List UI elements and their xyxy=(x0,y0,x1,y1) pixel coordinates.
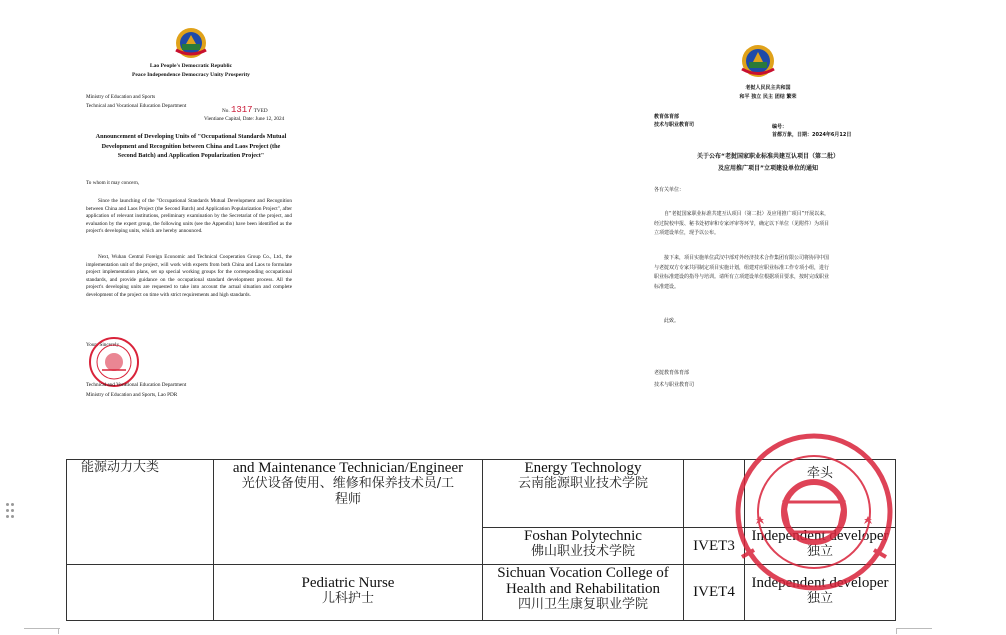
signature-ministry: 老挝教育体育部 xyxy=(654,370,690,376)
institution-en-line2: Health and Rehabilitation xyxy=(505,581,661,597)
role-zh: 牵头 xyxy=(806,466,833,481)
header-line-1: Lao People's Democratic Republic xyxy=(149,63,233,69)
institution-zh: 四川卫生康复职业学院 xyxy=(517,597,648,612)
title-line-1: 关于公布“老挝国家职业标准共建互认项目（第二批） xyxy=(697,153,839,160)
paragraph-2: Next, Wuhan Central Foreign Economic and Technical Cooperation Group Co., Ltd., the implementation unit of the project, will work with experts from both China and Laos to formulate project implementation plans, set up special working groups for the corresponding occupational standards, and provide guidance on the occupational standard development process. All the project's developing units are requested to take into account the actual situation and complete development of the project on time with strict requirements and high standards. xyxy=(86,254,292,298)
announcement-title: Announcement of Developing Units of "Occupational Standards Mutual Development and Recognition between China and Laos Project (the Second Batch) and Application Popularization Project" xyxy=(95,133,287,160)
occupation-en: Pediatric Nurse xyxy=(301,575,395,591)
institution-en-line1: Sichuan Vocation College of xyxy=(497,565,669,581)
paragraph-1: 自“老挝国家职业标准共建互认项目（第二批）及应用推广项目”开展以来，经过院校申报、秘书处初审和专家评审等环节，确定以下单位（见附件）为项目立项建设单位，现予以公布。 xyxy=(654,211,830,236)
header-line-2: Peace Independence Democracy Unity Prosperity xyxy=(132,72,250,78)
lao-national-emblem-icon xyxy=(166,26,216,60)
crop-corner-tick-left xyxy=(58,628,60,634)
occupation-zh-line1: 光伏设备使用、维修和保养技术员/工 xyxy=(241,476,455,491)
signature-department: 技术与职业教育司 xyxy=(654,382,695,388)
header-line-1: 老挝人民民主共和国 xyxy=(745,85,791,91)
category-cell xyxy=(67,565,214,621)
number-label: No. xyxy=(222,108,230,114)
signature-ministry: Ministry of Education and Sports, Lao PDR xyxy=(86,392,178,398)
institution-cell xyxy=(483,528,684,565)
ministry-name: 教育体育部 xyxy=(654,114,680,120)
official-seal-icon xyxy=(88,336,140,388)
occupation-en: and Maintenance Technician/Engineer xyxy=(232,460,464,476)
header-line-2: 和平 独立 民主 团结 繁荣 xyxy=(739,94,797,100)
official-seal-icon xyxy=(734,432,894,592)
document-date: Vientiane Capital, Date: June 12, 2024 xyxy=(204,116,285,122)
crop-corner-tick-right xyxy=(896,628,898,634)
institution-en: Foshan Polytechnic xyxy=(524,528,642,544)
role-zh: 独立 xyxy=(806,544,833,559)
occupation-zh-line2: 程师 xyxy=(334,492,361,507)
number-suffix: TVED xyxy=(253,108,268,114)
category-zh: 能源动力大类 xyxy=(81,460,160,475)
title-line-2: 及应用推广项目”立项建设单位的通知 xyxy=(718,165,818,172)
appendix-table-excerpt xyxy=(0,432,1006,612)
institution-cell xyxy=(483,460,684,528)
closing: 此致。 xyxy=(664,318,680,324)
lao-national-emblem-icon xyxy=(732,42,784,80)
chinese-announcement-page xyxy=(650,40,886,400)
role-en: Independent developer xyxy=(751,528,889,544)
code-value: IVET3 xyxy=(693,537,735,554)
paragraph-2: 接下来，项目实施单位武汉中部对外经济技术合作集团有限公司将协同中国与老挝双方专家共同制定项目实施计划，组建对应职业标准工作专项小组，进行职业标准建设的指导与培训。请所有立项建设单位根据项目要求，按时完成职业标准建设。 xyxy=(654,255,830,290)
document-date: 首都万象，日期：2024年6月12日 xyxy=(772,132,852,138)
institution-zh: 云南能源职业技术学院 xyxy=(517,476,648,491)
occupation-cell xyxy=(214,565,483,621)
number-label: 编号： xyxy=(772,124,788,130)
salutation: 各有关单位： xyxy=(654,187,685,193)
paragraph-1: Since the launching of the "Occupational Standards Mutual Development and Recognition between China and Laos Project (the Second Batch) and Application Popularization Project", after application of relevant institutions, preliminary examination by the Secretariat of the project, and evaluation by the expert group, the following units (see the Appendix) have been identified as the project's developing units, which are hereby announced. xyxy=(86,198,292,235)
salutation: To whom it may concern, xyxy=(86,180,140,186)
institution-cell xyxy=(483,565,684,621)
drag-handle-icon[interactable] xyxy=(6,503,16,519)
category-cell xyxy=(67,460,214,565)
closing: Yours Sincerely xyxy=(86,342,120,348)
role-en: Independent developer xyxy=(751,575,889,591)
occupation-cell xyxy=(214,460,483,565)
number-value: 1317 xyxy=(230,105,253,115)
institution-zh: 佛山职业技术学院 xyxy=(530,544,635,559)
code-value: IVET4 xyxy=(693,584,735,600)
signature-department: Technical and Vocational Education Department xyxy=(86,382,187,388)
ministry-name: Ministry of Education and Sports xyxy=(86,94,156,100)
role-zh: 独立 xyxy=(806,591,833,606)
english-announcement-page xyxy=(82,22,300,410)
department-name: 技术与职业教育司 xyxy=(654,122,695,128)
occupation-zh-line1: 儿科护士 xyxy=(321,591,374,606)
institution-en: Energy Technology xyxy=(524,460,642,476)
department-name: Technical and Vocational Education Department xyxy=(86,103,187,109)
